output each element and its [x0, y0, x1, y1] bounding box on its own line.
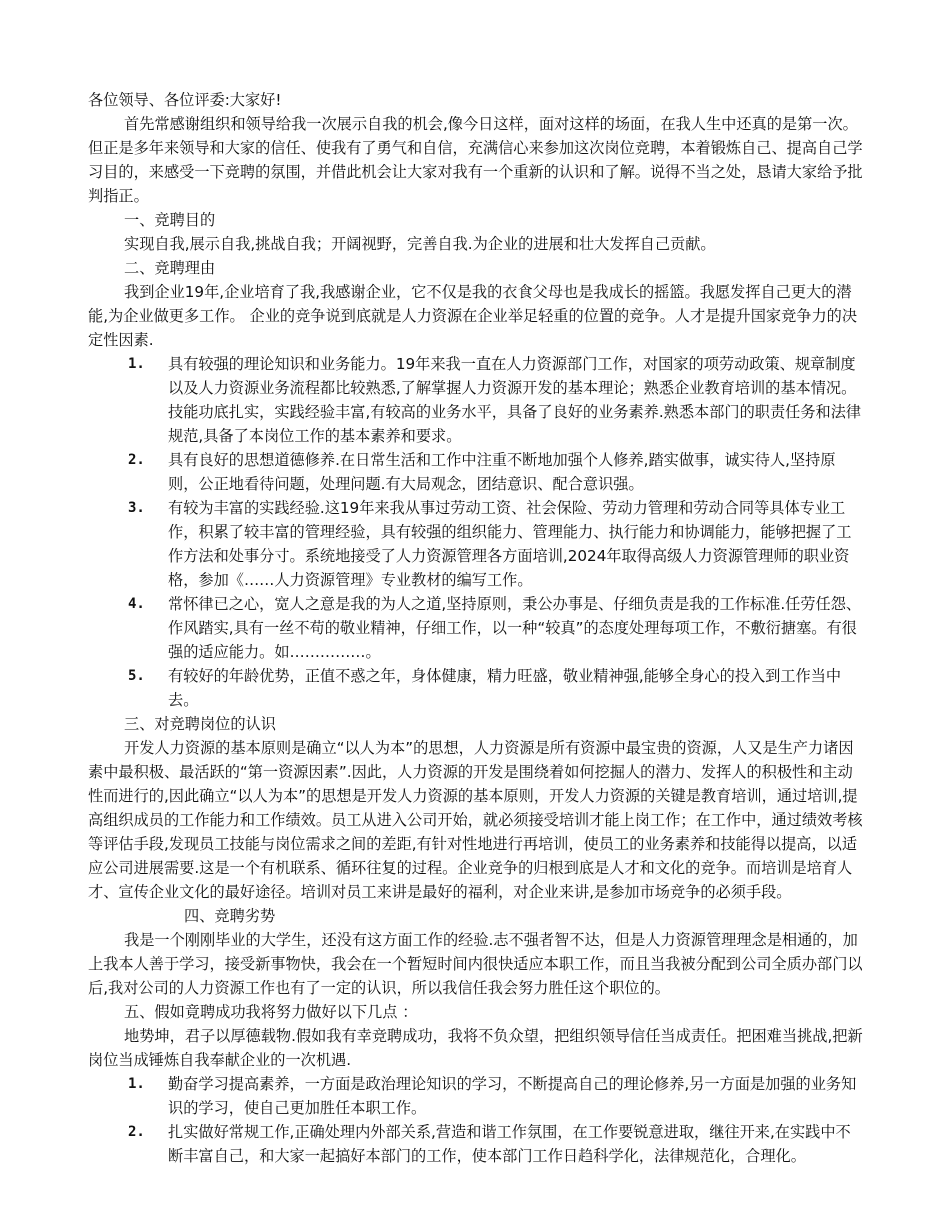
section-2-heading: 二、竞聘理由 [124, 259, 216, 277]
intro-paragraph: 首先常感谢组织和领导给我一次展示自我的机会,像今日这样，面对这样的场面，在我人生中还真的是第一次。但正是多年来领导和大家的信任、使我有了勇气和自信，充满信心来参加这次岗位竞聘，本着锻炼自己、提高自己学习目的，来感受一下竞聘的氛围，并借此机会让大家对我有一个重新的认识和了解。说得不当之处，恳请大家给予批判指正。 [88, 115, 863, 205]
reasons-list [88, 352, 864, 712]
section-4-paragraph: 我是一个刚刚毕业的大学生，还没有这方面工作的经验.志不强者智不达，但是人力资源管理理念是相通的，加上我本人善于学习，接受新事物快，我会在一个暂短时间内很快适应本职工作，而且当我被分配到公司全质办部门以后,我对公司的人力资源工作也有了一定的认识，所以我信任我会努力胜任这个职位的。 [88, 931, 863, 997]
list-item-number: 2. [128, 452, 145, 468]
list-item-text: 有较好的年龄优势，正值不惑之年，身体健康，精力旺盛，敬业精神强,能够全身心的投入到工作当中去。 [168, 667, 842, 709]
list-item [88, 1120, 864, 1168]
section-3-text: 开发人力资源的基本原则是确立“以人为本”的思想，人力资源是所有资源中最宝贵的资源，人又是生产力诸因素中最积极、最活跃的“第一资源因素”.因此，人力资源的开发是围绕着如何挖掘人的潜力、发挥人的积极性和主动性而进行的,因此确立“以人为本”的思想是开发人力资源的基本原则，开发人力资源的关键是教育培训，通过培训,提高组织成员的工作能力和工作绩效。员工从进入公司开始，就必须接受培训才能上岗工作；在工作中，通过绩效考核等评估手段,发现员工技能与岗位需求之间的差距,有针对性地进行再培训，使员工的业务素养和技能得以提高，以适应公司进展需要.这是一个有机联系、循环往复的过程。企业竞争的归根到底是人才和文化的竞争。而培训是培育人才、宣传企业文化的最好途径。培训对员工来讲是最好的福利，对企业来讲,是参加市场竞争的必须手段。 [88, 739, 863, 901]
list-item [88, 352, 864, 448]
list-item-number: 1. [128, 356, 145, 372]
list-item [88, 496, 864, 592]
list-item-number: 4. [128, 596, 145, 612]
section-1-heading: 一、竞聘目的 [124, 211, 216, 229]
list-item-number: 1. [128, 1076, 145, 1092]
section-1-paragraph: 实现自我,展示自我,挑战自我；开阔视野，完善自我.为企业的进展和壮大发挥自己贡献。 [124, 235, 716, 253]
document-page [88, 88, 864, 1168]
list-item [88, 664, 864, 712]
list-item [88, 592, 864, 664]
list-item-text: 具有良好的思想道德修养.在日常生活和工作中注重不断地加强个人修养,踏实做事，诚实待人,坚持原则，公正地看待问题，处理问题.有大局观念，团结意识、配合意识强。 [168, 451, 836, 493]
list-item-text: 有较为丰富的实践经验.这19年来我从事过劳动工资、社会保险、劳动力管理和劳动合同等具体专业工作，积累了较丰富的管理经验，具有较强的组织能力、管理能力、执行能力和协调能力，能够把握了工作方法和处事分寸。系统地接受了人力资源管理各方面培训,2024年取得高级人力资源管理师的职业资格，参加《……人力资源管理》专业教材的编写工作。 [168, 499, 852, 589]
section-2-paragraph: 我到企业19年,企业培育了我,我感谢企业，它不仅是我的衣食父母也是我成长的摇篮。我愿发挥自己更大的潜能,为企业做更多工作。 企业的竞争说到底就是人力资源在企业举足轻重的位置的竞争。人才是提升国家竞争力的决定性因素. [88, 283, 858, 349]
list-item-text: 常怀律已之心，宽人之意是我的为人之道,坚持原则，秉公办事是、仔细负责是我的工作标准.任劳任怨、作风踏实,具有一丝不苟的敬业精神，仔细工作，以一种“较真”的态度处理每项工作，不敷衍搪塞。有很强的适应能力。如……………。 [168, 595, 862, 661]
list-item-text: 扎实做好常规工作,正确处理内外部关系,营造和谐工作氛围，在工作要锐意进取，继往开来,在实践中不断丰富自己，和大家一起搞好本部门的工作，使本部门工作日趋科学化，法律规范化，合理化。 [168, 1123, 851, 1165]
list-item-number: 5. [128, 668, 145, 684]
list-item-text: 勤奋学习提高素养，一方面是政治理论知识的学习，不断提高自己的理论修养,另一方面是加强的业务知识的学习，使自己更加胜任本职工作。 [168, 1075, 857, 1117]
list-item [88, 448, 864, 496]
greeting: 各位领导、各位评委:大家好! [88, 91, 282, 109]
section-5-heading: 五、假如竟聘成功我将努力做好以下几点 ： [124, 1003, 418, 1021]
plans-list [88, 1072, 864, 1168]
list-item-text: 具有较强的理论知识和业务能力。19年来我一直在人力资源部门工作，对国家的项劳动政策、规章制度以及人力资源业务流程都比较熟悉,了解掌握人力资源开发的基本理论；熟悉企业教育培训的基本情况。技能功底扎实，实践经验丰富,有较高的业务水平，具备了良好的业务素养.熟悉本部门的职责任务和法律规范,具备了本岗位工作的基本素养和要求。 [168, 355, 862, 445]
list-item-number: 3. [128, 500, 145, 516]
section-3-paragraph [88, 736, 864, 928]
list-item [88, 1072, 864, 1120]
section-4-heading: 四、竞聘劣势 [184, 907, 276, 925]
section-3-heading: 三、对竞聘岗位的认识 [124, 715, 276, 733]
section-5-paragraph: 地势坤，君子以厚德载物.假如我有幸竞聘成功，我将不负众望，把组织领导信任当成责任。把困难当挑战,把新岗位当成锤炼自我奉献企业的一次机遇. [88, 1027, 863, 1069]
list-item-number: 2. [128, 1124, 145, 1140]
